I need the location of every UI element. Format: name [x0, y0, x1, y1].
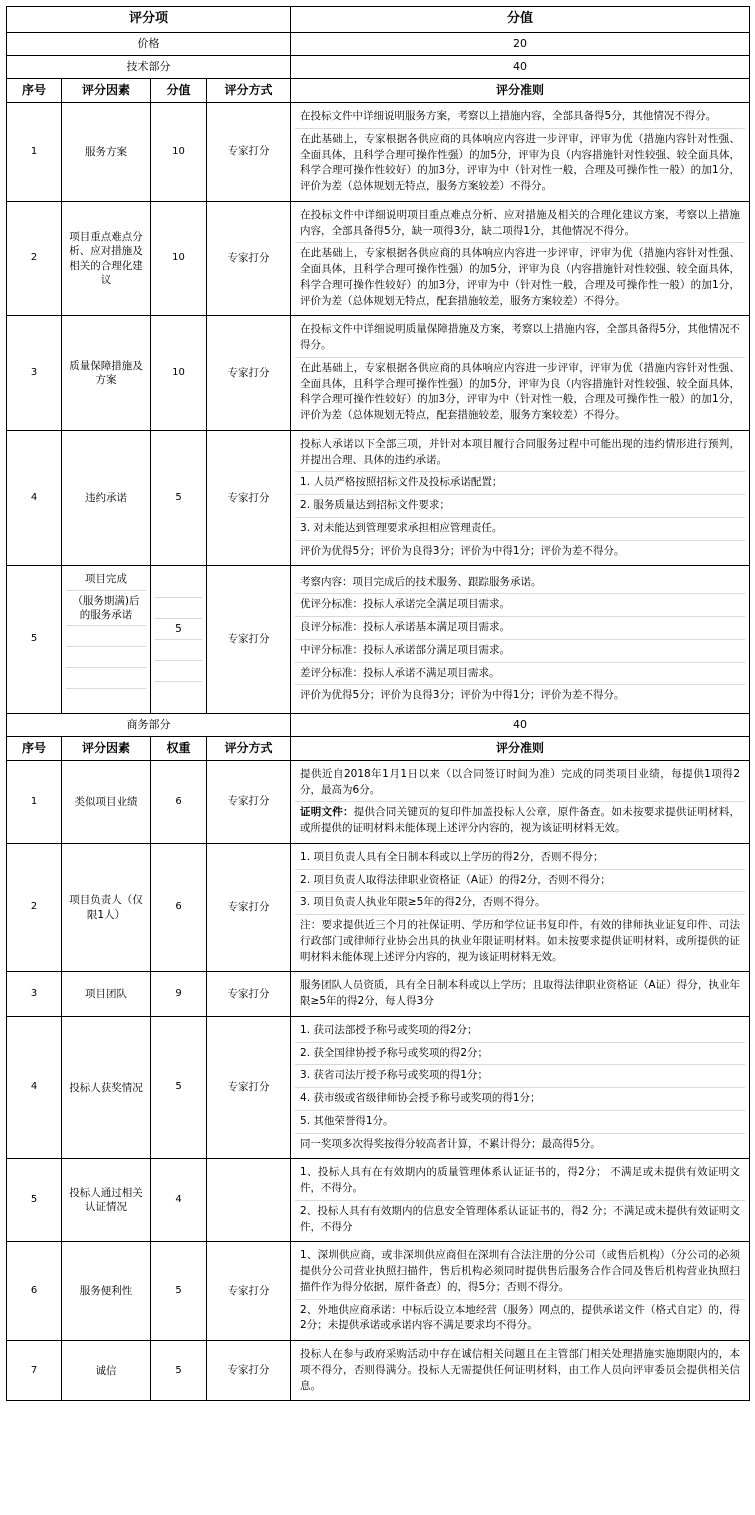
table-body: [7, 7, 750, 1401]
table-row: [7, 316, 750, 431]
summary-row-business: [7, 713, 750, 736]
business-row-no: 2: [7, 843, 62, 972]
rule-item: 投标人承诺以下全部三项，并针对本项目履行合同服务过程中可能出现的违约情形进行预判，并提出合理、具体的违约承诺。: [295, 434, 745, 473]
sub-cell: [66, 668, 146, 689]
rule-item: 2. 服务质量达到招标文件要求；: [295, 495, 745, 518]
rule-item: 2、外地供应商承诺：中标后设立本地经营（服务）网点的，提供承诺文件（格式自定）的，得2分；未提供承诺或承诺内容不满足要求均不得分。: [300, 1303, 741, 1332]
table-row: [7, 201, 750, 316]
summary-value-price: 20: [291, 32, 750, 55]
business-row-score: 5: [151, 1016, 207, 1159]
rule-item: 在投标文件中详细说明项目重点难点分析、应对措施及相关的合理化建议方案，考察以上措施内容，全部具备得5分，缺一项得3分，缺二项得1分，其他情况不得分。: [295, 205, 745, 244]
table-row: [7, 566, 750, 713]
sub-cell: [66, 689, 146, 709]
business-col-method: 评分方式: [207, 736, 291, 760]
rule-item: 1. 人员严格按照招标文件及投标承诺配置；: [295, 472, 745, 495]
rule-item: 证明文件：提供合同关键页的复印件加盖投标人公章，原件备查。如未按要求提供证明材料，或所提供的证明材料未能体现上述评分内容的，视为该证明材料无效。: [300, 806, 741, 835]
business-row-rules: [291, 1242, 750, 1341]
business-row-method: 专家打分: [207, 760, 291, 843]
sub-cell: [155, 598, 202, 619]
technical-row-no: 5: [7, 566, 62, 713]
technical-row-factor: 质量保障措施及方案: [62, 316, 151, 431]
table-row: [7, 1016, 750, 1159]
rule-item: 注：要求提供近三个月的社保证明、学历和学位证书复印件，有效的律师执业证复印件、司法行政部门或律师行业协会出具的执业年限证明材料。如未按要求提供证明材料，或所提供的证明材料未能体现上述评分内容的，视为该证明材料无效。: [300, 919, 741, 963]
business-row-method: 专家打分: [207, 1341, 291, 1401]
business-row-score: 4: [151, 1159, 207, 1242]
business-row-score: 5: [151, 1242, 207, 1341]
sub-cell: （服务期满)后的服务承诺: [66, 591, 146, 626]
summary-row-price: [7, 32, 750, 55]
technical-col-score: 分值: [151, 78, 207, 102]
technical-row-rules: [291, 103, 750, 202]
business-row-method: 专家打分: [207, 1016, 291, 1159]
rule-item: 优评分标准：投标人承诺完全满足项目需求。: [295, 594, 745, 617]
rule-item: 良评分标准：投标人承诺基本满足项目需求。: [295, 617, 745, 640]
table-row: [7, 103, 750, 202]
business-row-score: 9: [151, 972, 207, 1017]
rule-item: 1、投标人具有在有效期内的质量管理体系认证证书的，得2分； 不满足或未提供有效证明文件，不得分。: [295, 1162, 745, 1201]
rule-item: 差评分标准：投标人承诺不满足项目需求。: [295, 663, 745, 686]
business-row-no: 3: [7, 972, 62, 1017]
business-column-header-row: [7, 736, 750, 760]
sub-cell: [155, 682, 202, 702]
technical-column-header-row: [7, 78, 750, 102]
rule-item: 在此基础上，专家根据各供应商的具体响应内容进一步评审，评审为优（措施内容针对性强、全面具体，且科学合理可操作性强）的加5分，评审为良（内容措施针对性较强、较全面具体，科学合理可操作性较好）的加3分，评审为中（针对性一般，合理及可操作性一般）的加1分，评价为差（总体规划无特点，服务方案较差）不得分。: [300, 132, 741, 193]
business-row-method: 专家打分: [207, 1242, 291, 1341]
business-row-factor: 项目团队: [62, 972, 151, 1017]
technical-row-factor: 违约承诺: [62, 430, 151, 566]
scoring-criteria-table: [6, 6, 750, 1401]
technical-col-method: 评分方式: [207, 78, 291, 102]
business-row-factor: 诚信: [62, 1341, 151, 1401]
business-row-rules: [291, 972, 750, 1017]
rule-item: 5. 其他荣誉得1分。: [295, 1111, 745, 1134]
rule-item: 提供近自2018年1月1日以来（以合同签订时间为准）完成的同类项目业绩，每提供1项得2分，最高为6分。: [295, 764, 745, 803]
technical-row-score: [151, 566, 207, 713]
business-col-factor: 评分因素: [62, 736, 151, 760]
top-header-row: [7, 7, 750, 33]
sub-cell: [66, 647, 146, 668]
technical-row-method: 专家打分: [207, 566, 291, 713]
table-row: [7, 1242, 750, 1341]
technical-row-factor: 项目重点难点分析、应对措施及相关的合理化建议: [62, 201, 151, 316]
technical-row-score: 5: [151, 430, 207, 566]
rule-item: 中评分标准：投标人承诺部分满足项目需求。: [295, 640, 745, 663]
summary-value-technical: 40: [291, 55, 750, 78]
business-col-rule: 评分准则: [291, 736, 750, 760]
business-row-factor: 项目负责人（仅限1人）: [62, 843, 151, 972]
rule-item: 在此基础上，专家根据各供应商的具体响应内容进一步评审，评审为优（措施内容针对性强、全面具体，且科学合理可操作性强）的加5分，评审为良（内容措施针对性较强、较全面具体，科学合理可操作性较好）的加3分，评审为中（针对性一般，合理及可操作性一般）的加1分，评价为差（总体规划无特点，配套措施较差，服务方案较差）不得分。: [300, 361, 741, 422]
business-row-factor: 投标人通过相关认证情况: [62, 1159, 151, 1242]
business-row-factor: 类似项目业绩: [62, 760, 151, 843]
table-row: [7, 430, 750, 566]
business-row-no: 6: [7, 1242, 62, 1341]
business-row-method: [207, 1159, 291, 1242]
technical-row-rules: [291, 201, 750, 316]
rule-item: 3. 对未能达到管理要求承担相应管理责任。: [295, 518, 745, 541]
business-row-no: 1: [7, 760, 62, 843]
sub-cell: [155, 640, 202, 661]
rule-item: 3. 获省司法厅授予称号或奖项的得1分；: [295, 1065, 745, 1088]
business-row-score: 5: [151, 1341, 207, 1401]
business-row-factor: 服务便利性: [62, 1242, 151, 1341]
rule-item: 在投标文件中详细说明服务方案，考察以上措施内容，全部具备得5分，其他情况不得分。: [295, 106, 745, 129]
rule-item: 2、投标人具有有效期内的信息安全管理体系认证证书的，得2 分；不满足或未提供有效证明文件，不得分: [300, 1204, 741, 1233]
technical-row-score: 10: [151, 103, 207, 202]
business-col-no: 序号: [7, 736, 62, 760]
business-row-rules: [291, 1341, 750, 1401]
technical-col-rule: 评分准则: [291, 78, 750, 102]
rule-item: 服务团队人员资质，具有全日制本科或以上学历；且取得法律职业资格证（A证）得分，执业年限≥5年的得2分，每人得3分: [300, 979, 741, 1008]
rule-item: 1、深圳供应商，或非深圳供应商但在深圳有合法注册的分公司（或售后机构）（分公司的必须提供分公司营业执照扫描件，售后机构必须同时提供售后服务合作合同及售后机构营业执照扫描件作为得分依据，原件备查）的，得5分；否则不得分。: [295, 1245, 745, 1299]
rule-item: 评价为优得5分；评价为良得3分；评价为中得1分；评价为差不得分。: [300, 544, 625, 557]
business-row-no: 7: [7, 1341, 62, 1401]
technical-row-rules: [291, 566, 750, 713]
sub-cell: [66, 626, 146, 647]
table-row: [7, 760, 750, 843]
business-row-no: 4: [7, 1016, 62, 1159]
summary-value-business: 40: [291, 713, 750, 736]
technical-row-no: 4: [7, 430, 62, 566]
summary-label-price: 价格: [7, 32, 291, 55]
technical-row-method: 专家打分: [207, 316, 291, 431]
business-col-score: 权重: [151, 736, 207, 760]
technical-col-factor: 评分因素: [62, 78, 151, 102]
technical-row-score: 10: [151, 201, 207, 316]
technical-row-method: 专家打分: [207, 430, 291, 566]
rule-item: 在此基础上，专家根据各供应商的具体响应内容进一步评审，评审为优（措施内容针对性强、全面具体，且科学合理可操作性强）的加5分，评审为良（内容措施针对性较强、较全面具体，科学合理可操作性较好）的加3分，评审为中（针对性一般，合理及可操作性一般）的加1分，评价为差（总体规划无特点，配套措施较差，服务方案较差）不得分。: [300, 247, 741, 307]
rule-item: 考察内容：项目完成后的技术服务、跟踪服务承诺。: [295, 572, 745, 595]
business-row-method: 专家打分: [207, 972, 291, 1017]
rule-item: 1. 项目负责人具有全日制本科或以上学历的得2分，否则不得分；: [295, 847, 745, 870]
technical-row-no: 2: [7, 201, 62, 316]
rule-item: 在投标文件中详细说明质量保障措施及方案，考察以上措施内容，全部具备得5分，其他情况不得分。: [295, 319, 745, 358]
technical-row-factor: [62, 566, 151, 713]
top-header-item-label: 评分项: [7, 7, 291, 33]
technical-row-rules: [291, 430, 750, 566]
sub-cell: 项目完成: [66, 569, 146, 590]
technical-row-no: 1: [7, 103, 62, 202]
sub-cell: [155, 576, 202, 597]
business-row-no: 5: [7, 1159, 62, 1242]
rule-item: 1. 获司法部授予称号或奖项的得2分；: [295, 1020, 745, 1043]
technical-row-method: 专家打分: [207, 201, 291, 316]
table-row: [7, 1341, 750, 1401]
table-row: [7, 1159, 750, 1242]
summary-label-business: 商务部分: [7, 713, 291, 736]
business-row-rules: [291, 760, 750, 843]
technical-row-method: 专家打分: [207, 103, 291, 202]
technical-row-factor: 服务方案: [62, 103, 151, 202]
rule-item: 2. 获全国律协授予称号或奖项的得2分；: [295, 1043, 745, 1066]
technical-col-no: 序号: [7, 78, 62, 102]
rule-item: 2. 项目负责人取得法律职业资格证（A证）的得2分，否则不得分；: [295, 870, 745, 893]
summary-row-technical: [7, 55, 750, 78]
rule-item: 评价为优得5分；评价为良得3分；评价为中得1分；评价为差不得分。: [300, 689, 625, 702]
technical-row-no: 3: [7, 316, 62, 431]
business-row-rules: [291, 1016, 750, 1159]
business-row-rules: [291, 843, 750, 972]
table-row: [7, 843, 750, 972]
top-header-score-label: 分值: [291, 7, 750, 33]
rule-emphasis: 证明文件：: [300, 806, 354, 819]
rule-item: 同一奖项多次得奖按得分较高者计算，不累计得分；最高得5分。: [300, 1137, 601, 1150]
technical-row-rules: [291, 316, 750, 431]
sub-cell: 5: [155, 619, 202, 640]
business-row-score: 6: [151, 760, 207, 843]
business-row-rules: [291, 1159, 750, 1242]
table-row: [7, 972, 750, 1017]
sub-cell: [155, 661, 202, 682]
summary-label-technical: 技术部分: [7, 55, 291, 78]
business-row-factor: 投标人获奖情况: [62, 1016, 151, 1159]
rule-item: 3. 项目负责人执业年限≥5年的得2分，否则不得分。: [295, 892, 745, 915]
business-row-method: 专家打分: [207, 843, 291, 972]
business-row-score: 6: [151, 843, 207, 972]
rule-item: 4. 获市级或省级律师协会授予称号或奖项的得1分；: [295, 1088, 745, 1111]
technical-row-score: 10: [151, 316, 207, 431]
rule-item: 投标人在参与政府采购活动中存在诚信相关问题且在主管部门相关处理措施实施期限内的，本项不得分，否则得满分。投标人无需提供任何证明材料，由工作人员向评审委员会提供相关信息。: [300, 1348, 741, 1392]
